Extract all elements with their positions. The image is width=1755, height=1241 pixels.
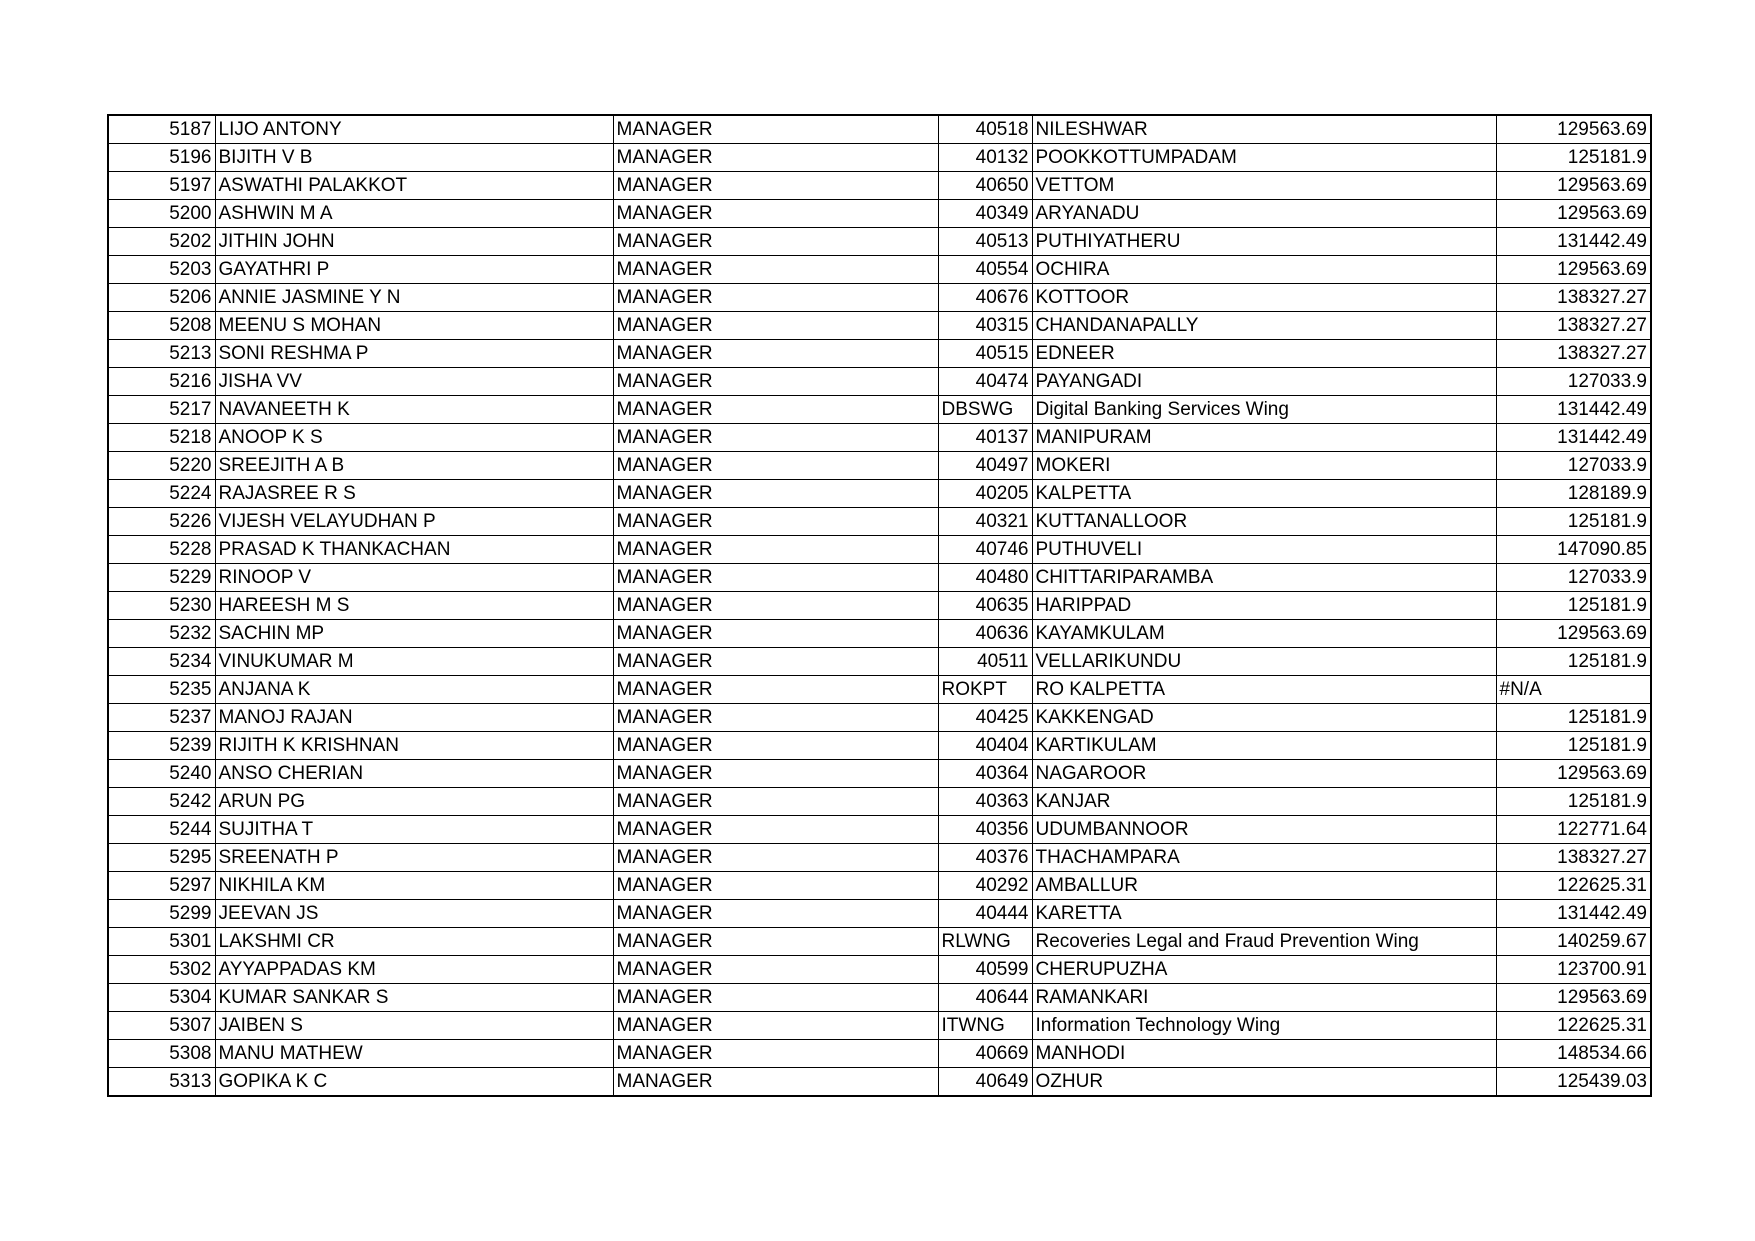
table-row [108,956,1651,984]
cell-branch-code: 40363 [938,788,1032,816]
cell-branch-code: 40425 [938,704,1032,732]
cell-employee-name: RAJASREE R S [215,480,613,508]
cell-branch-code: ROKPT [938,676,1032,704]
cell-designation: MANAGER [613,1012,938,1040]
cell-employee-name: GAYATHRI P [215,256,613,284]
cell-amount: 125439.03 [1496,1068,1651,1097]
cell-branch-code: 40444 [938,900,1032,928]
table-row [108,256,1651,284]
cell-employee-name: SACHIN MP [215,620,613,648]
cell-amount: 125181.9 [1496,704,1651,732]
cell-designation: MANAGER [613,984,938,1012]
table-row [108,172,1651,200]
cell-designation: MANAGER [613,704,938,732]
table-row [108,228,1651,256]
table-row [108,1040,1651,1068]
cell-branch-name: KARETTA [1032,900,1496,928]
cell-employee-id: 5240 [108,760,215,788]
cell-employee-id: 5216 [108,368,215,396]
cell-employee-id: 5217 [108,396,215,424]
cell-branch-code: 40515 [938,340,1032,368]
cell-designation: MANAGER [613,900,938,928]
cell-employee-id: 5213 [108,340,215,368]
cell-designation: MANAGER [613,256,938,284]
cell-amount: 127033.9 [1496,564,1651,592]
cell-branch-name: PUTHUVELI [1032,536,1496,564]
table-row [108,816,1651,844]
table-row [108,844,1651,872]
cell-employee-id: 5295 [108,844,215,872]
cell-designation: MANAGER [613,732,938,760]
cell-employee-name: VINUKUMAR M [215,648,613,676]
cell-branch-name: PUTHIYATHERU [1032,228,1496,256]
cell-designation: MANAGER [613,928,938,956]
cell-designation: MANAGER [613,564,938,592]
cell-employee-name: KUMAR SANKAR S [215,984,613,1012]
cell-amount: 125181.9 [1496,508,1651,536]
cell-employee-name: GOPIKA K C [215,1068,613,1097]
cell-amount: 138327.27 [1496,312,1651,340]
cell-branch-name: VETTOM [1032,172,1496,200]
cell-employee-name: SREENATH P [215,844,613,872]
table-row [108,200,1651,228]
cell-amount: 148534.66 [1496,1040,1651,1068]
cell-employee-id: 5218 [108,424,215,452]
cell-branch-name: CHITTARIPARAMBA [1032,564,1496,592]
cell-amount: 129563.69 [1496,256,1651,284]
cell-employee-id: 5229 [108,564,215,592]
cell-branch-code: 40676 [938,284,1032,312]
cell-employee-id: 5308 [108,1040,215,1068]
cell-designation: MANAGER [613,452,938,480]
cell-amount: 125181.9 [1496,732,1651,760]
cell-employee-id: 5297 [108,872,215,900]
cell-branch-name: OZHUR [1032,1068,1496,1097]
cell-branch-name: HARIPPAD [1032,592,1496,620]
cell-employee-id: 5239 [108,732,215,760]
table-row [108,984,1651,1012]
cell-employee-name: JISHA VV [215,368,613,396]
cell-employee-name: LAKSHMI CR [215,928,613,956]
cell-employee-id: 5196 [108,144,215,172]
cell-employee-name: SREEJITH A B [215,452,613,480]
cell-designation: MANAGER [613,648,938,676]
cell-employee-id: 5299 [108,900,215,928]
cell-designation: MANAGER [613,1068,938,1097]
cell-designation: MANAGER [613,144,938,172]
table-row [108,1068,1651,1097]
cell-designation: MANAGER [613,760,938,788]
cell-amount: 125181.9 [1496,648,1651,676]
cell-branch-code: 40518 [938,115,1032,144]
cell-branch-code: 40649 [938,1068,1032,1097]
cell-amount: 129563.69 [1496,200,1651,228]
cell-branch-code: 40644 [938,984,1032,1012]
table-row [108,368,1651,396]
cell-designation: MANAGER [613,872,938,900]
cell-branch-code: 40636 [938,620,1032,648]
cell-designation: MANAGER [613,228,938,256]
cell-employee-name: PRASAD K THANKACHAN [215,536,613,564]
cell-designation: MANAGER [613,424,938,452]
cell-employee-id: 5304 [108,984,215,1012]
cell-branch-name: Information Technology Wing [1032,1012,1496,1040]
cell-branch-code: 40635 [938,592,1032,620]
cell-branch-code: 40292 [938,872,1032,900]
cell-employee-name: MEENU S MOHAN [215,312,613,340]
cell-branch-name: AMBALLUR [1032,872,1496,900]
cell-amount: 127033.9 [1496,368,1651,396]
cell-branch-code: 40356 [938,816,1032,844]
table-row [108,1012,1651,1040]
cell-branch-code: 40321 [938,508,1032,536]
cell-amount: 128189.9 [1496,480,1651,508]
cell-branch-code: 40511 [938,648,1032,676]
cell-amount: 129563.69 [1496,984,1651,1012]
cell-branch-name: KANJAR [1032,788,1496,816]
cell-employee-id: 5232 [108,620,215,648]
cell-employee-name: ANOOP K S [215,424,613,452]
table-row [108,144,1651,172]
cell-amount: 129563.69 [1496,620,1651,648]
cell-branch-code: 40599 [938,956,1032,984]
cell-amount: 125181.9 [1496,592,1651,620]
table-row [108,312,1651,340]
cell-branch-name: VELLARIKUNDU [1032,648,1496,676]
cell-amount: 122771.64 [1496,816,1651,844]
table-row [108,452,1651,480]
cell-employee-name: NAVANEETH K [215,396,613,424]
cell-employee-id: 5226 [108,508,215,536]
cell-designation: MANAGER [613,508,938,536]
cell-amount: 131442.49 [1496,228,1651,256]
cell-branch-code: 40474 [938,368,1032,396]
cell-branch-code: 40480 [938,564,1032,592]
table-row [108,872,1651,900]
cell-employee-name: ANNIE JASMINE Y N [215,284,613,312]
cell-employee-name: ASWATHI PALAKKOT [215,172,613,200]
cell-designation: MANAGER [613,368,938,396]
cell-branch-name: ARYANADU [1032,200,1496,228]
cell-branch-name: CHANDANAPALLY [1032,312,1496,340]
cell-branch-name: NILESHWAR [1032,115,1496,144]
cell-employee-id: 5242 [108,788,215,816]
cell-employee-id: 5234 [108,648,215,676]
cell-employee-id: 5220 [108,452,215,480]
table-row [108,508,1651,536]
cell-designation: MANAGER [613,312,938,340]
cell-employee-name: SUJITHA T [215,816,613,844]
cell-amount: 131442.49 [1496,396,1651,424]
cell-branch-name: KOTTOOR [1032,284,1496,312]
cell-employee-id: 5237 [108,704,215,732]
cell-employee-name: ANJANA K [215,676,613,704]
cell-branch-code: 40497 [938,452,1032,480]
cell-employee-name: MANOJ RAJAN [215,704,613,732]
cell-branch-code: 40137 [938,424,1032,452]
cell-employee-name: VIJESH VELAYUDHAN P [215,508,613,536]
cell-branch-name: THACHAMPARA [1032,844,1496,872]
cell-amount: 140259.67 [1496,928,1651,956]
table-row [108,928,1651,956]
table-row [108,424,1651,452]
cell-employee-id: 5203 [108,256,215,284]
table-body [108,115,1651,1096]
cell-employee-name: JITHIN JOHN [215,228,613,256]
table-row [108,900,1651,928]
cell-branch-name: POOKKOTTUMPADAM [1032,144,1496,172]
cell-amount: 123700.91 [1496,956,1651,984]
cell-employee-id: 5208 [108,312,215,340]
cell-employee-name: HAREESH M S [215,592,613,620]
cell-branch-code: 40746 [938,536,1032,564]
cell-employee-id: 5313 [108,1068,215,1097]
cell-branch-code: 40364 [938,760,1032,788]
cell-branch-name: MANIPURAM [1032,424,1496,452]
cell-branch-name: KAKKENGAD [1032,704,1496,732]
cell-branch-code: 40315 [938,312,1032,340]
cell-employee-name: RIJITH K KRISHNAN [215,732,613,760]
cell-designation: MANAGER [613,480,938,508]
cell-designation: MANAGER [613,284,938,312]
cell-branch-code: 40513 [938,228,1032,256]
cell-branch-name: Digital Banking Services Wing [1032,396,1496,424]
cell-branch-name: KUTTANALLOOR [1032,508,1496,536]
cell-branch-code: 40669 [938,1040,1032,1068]
cell-employee-name: JAIBEN S [215,1012,613,1040]
table-row [108,284,1651,312]
cell-branch-code: 40132 [938,144,1032,172]
cell-employee-name: NIKHILA KM [215,872,613,900]
cell-branch-name: EDNEER [1032,340,1496,368]
table-row [108,115,1651,144]
cell-amount: 125181.9 [1496,788,1651,816]
cell-branch-name: NAGAROOR [1032,760,1496,788]
table-row [108,788,1651,816]
cell-employee-name: LIJO ANTONY [215,115,613,144]
cell-amount: 129563.69 [1496,172,1651,200]
cell-designation: MANAGER [613,115,938,144]
cell-amount: 122625.31 [1496,1012,1651,1040]
table-row [108,592,1651,620]
cell-employee-id: 5224 [108,480,215,508]
cell-employee-id: 5228 [108,536,215,564]
cell-amount: 147090.85 [1496,536,1651,564]
table-row [108,564,1651,592]
table-row [108,340,1651,368]
cell-amount: 125181.9 [1496,144,1651,172]
cell-designation: MANAGER [613,592,938,620]
table-row [108,760,1651,788]
cell-employee-id: 5301 [108,928,215,956]
cell-branch-name: MOKERI [1032,452,1496,480]
cell-employee-name: AYYAPPADAS KM [215,956,613,984]
employee-table [107,114,1652,1097]
cell-employee-id: 5197 [108,172,215,200]
cell-employee-name: MANU MATHEW [215,1040,613,1068]
cell-employee-id: 5230 [108,592,215,620]
cell-amount: 131442.49 [1496,900,1651,928]
cell-branch-code: RLWNG [938,928,1032,956]
cell-employee-id: 5200 [108,200,215,228]
cell-branch-name: RO KALPETTA [1032,676,1496,704]
cell-branch-code: 40376 [938,844,1032,872]
cell-branch-code: ITWNG [938,1012,1032,1040]
cell-designation: MANAGER [613,1040,938,1068]
cell-branch-name: UDUMBANNOOR [1032,816,1496,844]
cell-amount: #N/A [1496,676,1651,704]
cell-designation: MANAGER [613,340,938,368]
cell-amount: 129563.69 [1496,115,1651,144]
cell-amount: 129563.69 [1496,760,1651,788]
cell-branch-name: MANHODI [1032,1040,1496,1068]
cell-branch-name: PAYANGADI [1032,368,1496,396]
cell-amount: 131442.49 [1496,424,1651,452]
cell-amount: 122625.31 [1496,872,1651,900]
table-row [108,704,1651,732]
cell-employee-name: ARUN PG [215,788,613,816]
cell-branch-name: KAYAMKULAM [1032,620,1496,648]
cell-employee-name: ANSO CHERIAN [215,760,613,788]
cell-branch-code: 40404 [938,732,1032,760]
table-row [108,732,1651,760]
cell-branch-code: 40554 [938,256,1032,284]
cell-employee-name: BIJITH V B [215,144,613,172]
cell-designation: MANAGER [613,620,938,648]
table-row [108,536,1651,564]
cell-branch-name: KALPETTA [1032,480,1496,508]
cell-employee-id: 5302 [108,956,215,984]
table-row [108,648,1651,676]
cell-amount: 138327.27 [1496,340,1651,368]
cell-branch-code: 40205 [938,480,1032,508]
cell-amount: 138327.27 [1496,284,1651,312]
cell-employee-name: JEEVAN JS [215,900,613,928]
cell-designation: MANAGER [613,200,938,228]
table-row [108,676,1651,704]
cell-branch-name: KARTIKULAM [1032,732,1496,760]
cell-employee-id: 5202 [108,228,215,256]
cell-branch-code: 40650 [938,172,1032,200]
cell-employee-id: 5244 [108,816,215,844]
cell-designation: MANAGER [613,172,938,200]
cell-branch-name: OCHIRA [1032,256,1496,284]
cell-designation: MANAGER [613,816,938,844]
cell-branch-code: 40349 [938,200,1032,228]
table-row [108,620,1651,648]
cell-designation: MANAGER [613,788,938,816]
cell-employee-id: 5187 [108,115,215,144]
cell-employee-id: 5235 [108,676,215,704]
cell-branch-name: RAMANKARI [1032,984,1496,1012]
cell-amount: 138327.27 [1496,844,1651,872]
cell-employee-name: SONI RESHMA P [215,340,613,368]
table-row [108,480,1651,508]
cell-branch-name: Recoveries Legal and Fraud Prevention Wing [1032,928,1496,956]
cell-employee-name: RINOOP V [215,564,613,592]
cell-designation: MANAGER [613,956,938,984]
cell-designation: MANAGER [613,676,938,704]
cell-employee-name: ASHWIN M A [215,200,613,228]
cell-designation: MANAGER [613,396,938,424]
cell-designation: MANAGER [613,536,938,564]
cell-branch-code: DBSWG [938,396,1032,424]
cell-amount: 127033.9 [1496,452,1651,480]
cell-employee-id: 5206 [108,284,215,312]
cell-employee-id: 5307 [108,1012,215,1040]
table-row [108,396,1651,424]
cell-branch-name: CHERUPUZHA [1032,956,1496,984]
cell-designation: MANAGER [613,844,938,872]
